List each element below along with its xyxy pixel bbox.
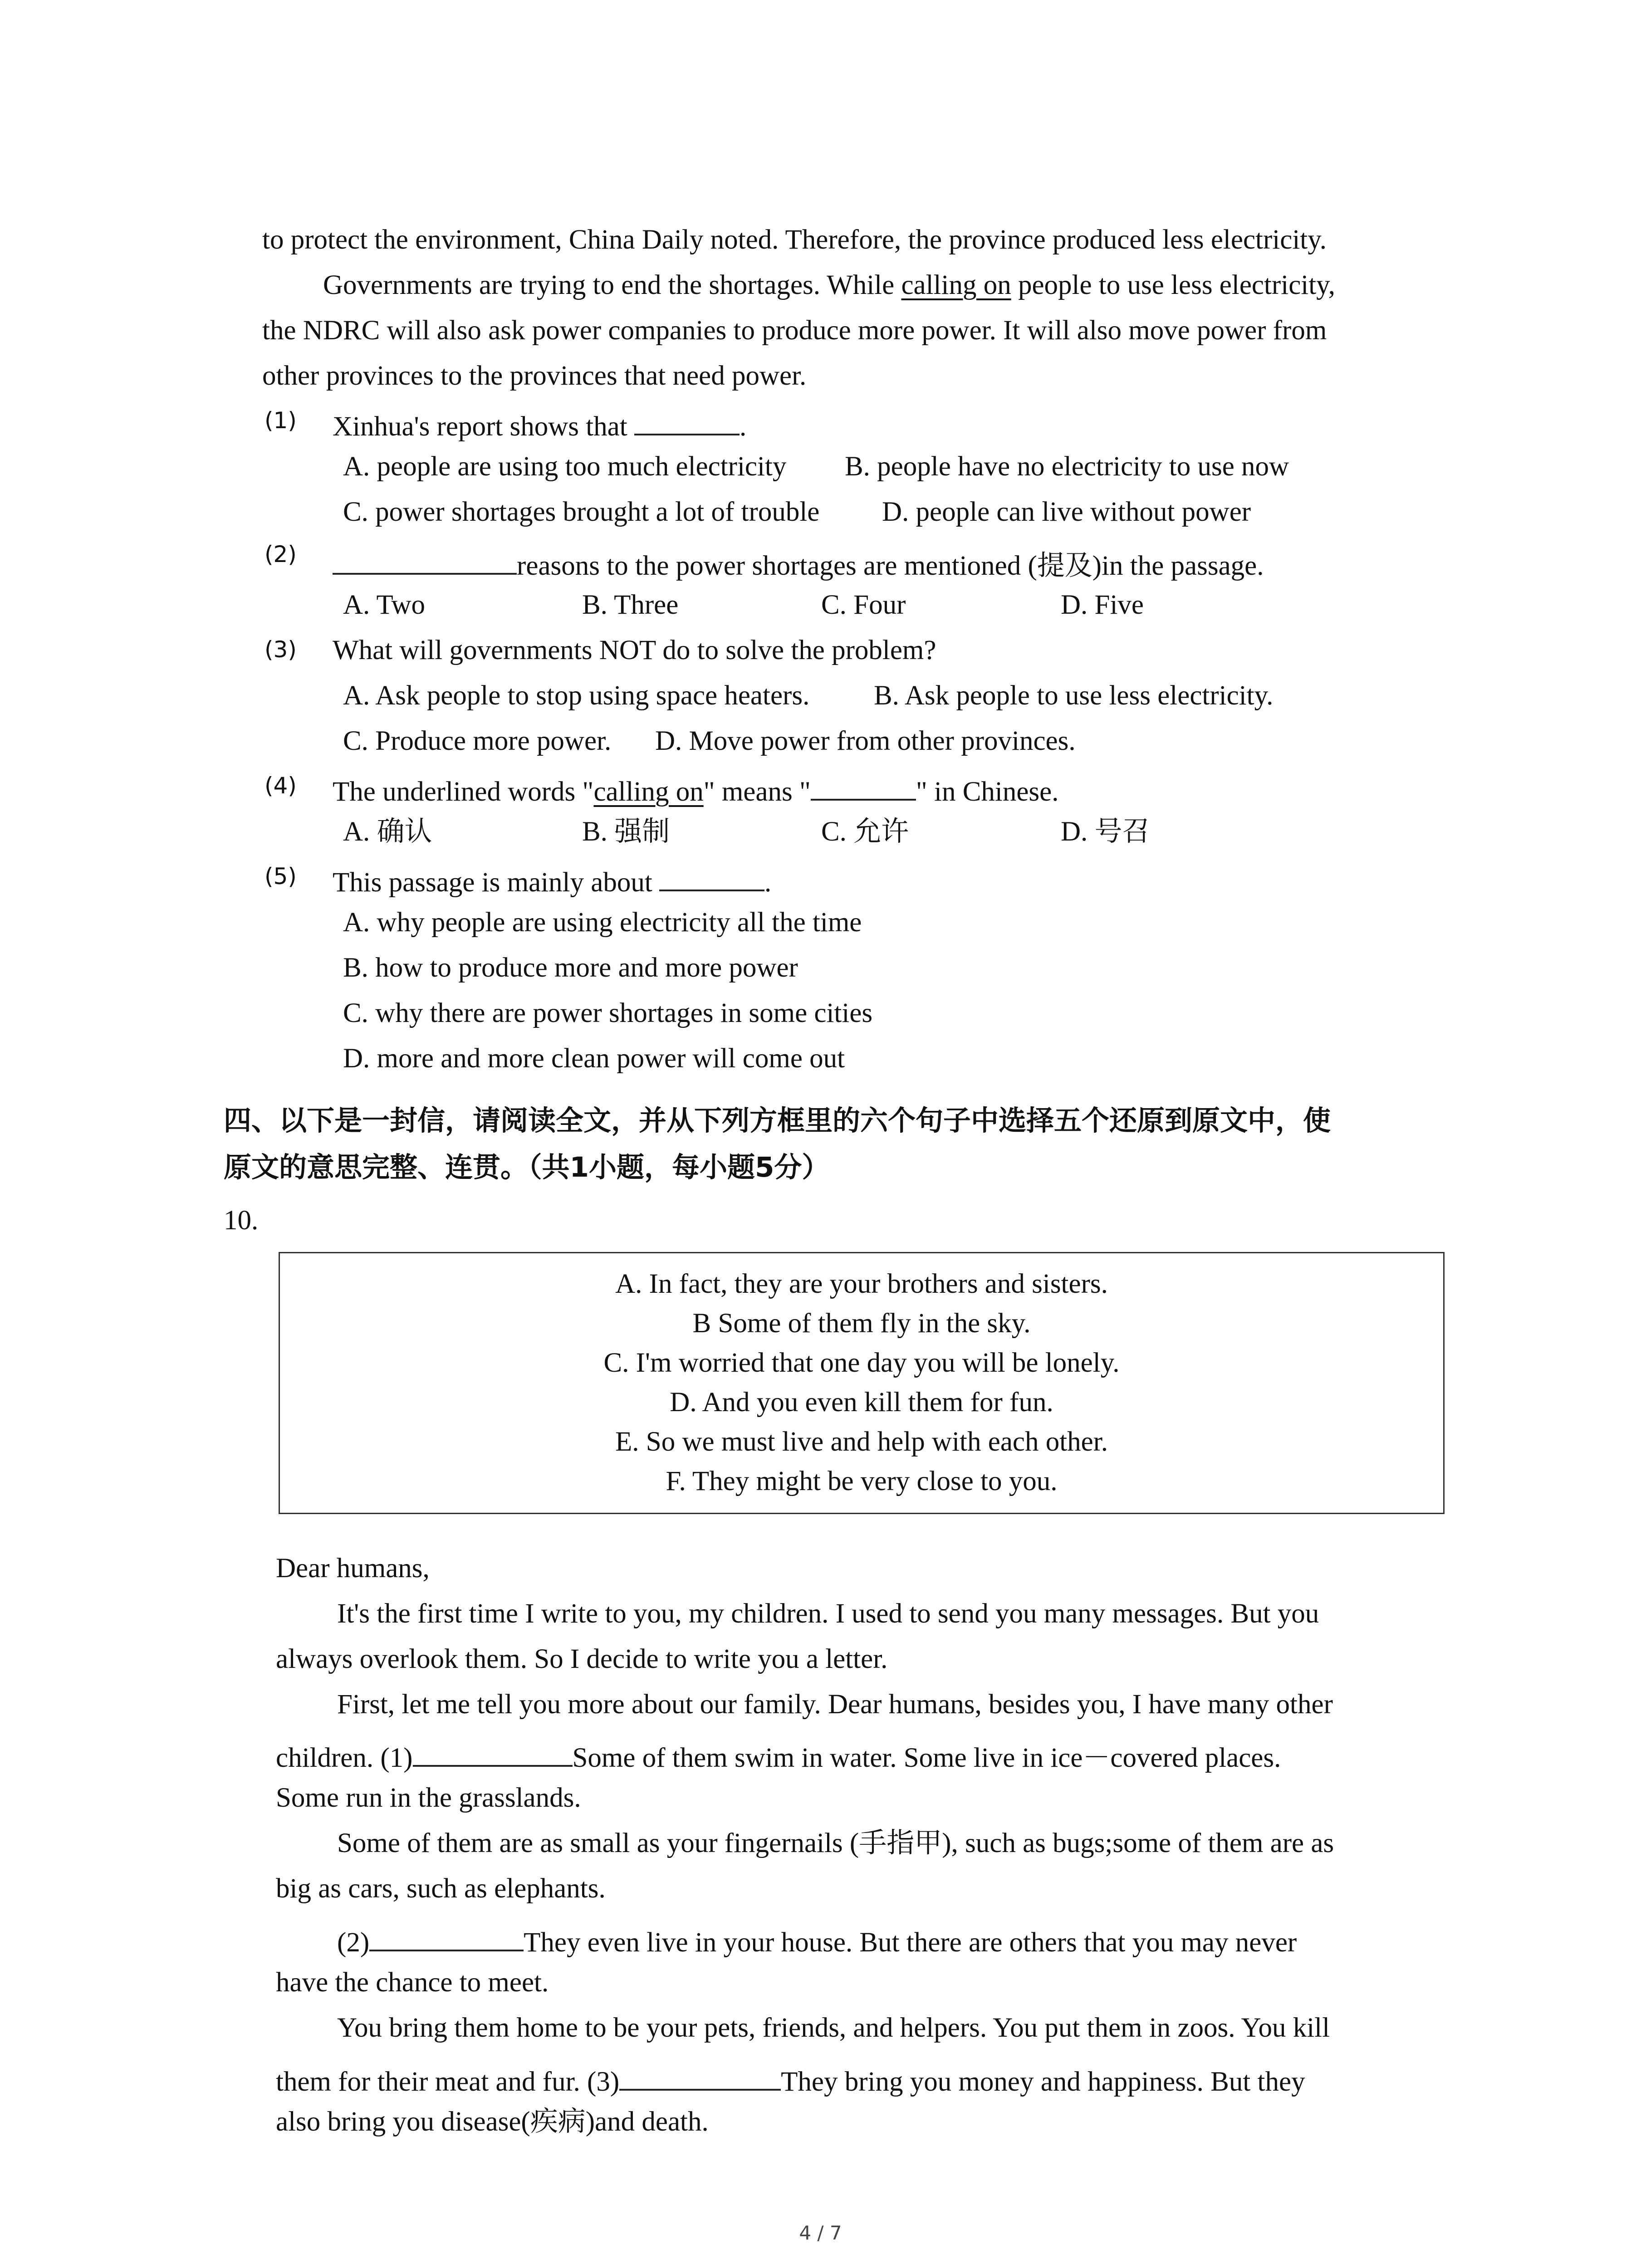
letter-line: Some of them are as small as your fingernails (手指甲), such as bugs;some of them are as <box>337 1828 1334 1858</box>
question-number: (2) <box>265 541 297 567</box>
answer-blank <box>634 407 740 435</box>
answer-blank <box>369 1923 524 1951</box>
question-stem <box>333 772 1058 806</box>
options-box <box>279 1252 1445 1514</box>
box-option: B Some of them fly in the sky. <box>692 1308 1031 1339</box>
option-c: C. Produce more power. <box>343 726 612 756</box>
text: This passage is mainly about <box>333 867 660 898</box>
option-d: D. 号召 <box>1061 816 1150 847</box>
option-b: B. 强制 <box>582 816 670 847</box>
question-number: 10. <box>224 1205 259 1236</box>
option-b: B. people have no electricity to use now <box>845 451 1289 482</box>
text: . <box>739 411 747 442</box>
page-number: 4 / 7 <box>799 2222 842 2244</box>
text: They even live in your house. But there are others that you may never <box>524 1927 1297 1958</box>
text: " in Chinese. <box>916 777 1059 807</box>
question-stem <box>333 407 746 440</box>
option-c: C. why there are power shortages in some cities <box>343 998 873 1028</box>
letter-line: Some run in the grasslands. <box>276 1783 581 1813</box>
letter-line: also bring you disease(疾病)and death. <box>276 2107 709 2137</box>
option-d: D. Move power from other provinces. <box>655 726 1076 756</box>
question-stem: What will governments NOT do to solve the problem? <box>333 635 936 665</box>
text: Governments are trying to end the shortages. While <box>323 270 901 300</box>
text: " means " <box>703 777 811 807</box>
section-heading: 四、以下是一封信，请阅读全文，并从下列方框里的六个句子中选择五个还原到原文中，使 <box>224 1105 1331 1137</box>
question-number: (4) <box>265 772 297 799</box>
option-d: D. more and more clean power will come out <box>343 1043 845 1074</box>
answer-blank <box>659 863 764 891</box>
letter-line: have the chance to meet. <box>276 1967 549 1998</box>
letter-greeting: Dear humans, <box>276 1553 430 1584</box>
passage-line: to protect the environment, China Daily noted. Therefore, the province produced less electricity. <box>262 225 1327 255</box>
option-a: A. people are using too much electricity <box>343 451 787 482</box>
box-option: E. So we must live and help with each other. <box>615 1427 1108 1457</box>
answer-blank <box>811 772 916 801</box>
box-option: D. And you even kill them for fun. <box>670 1387 1053 1418</box>
option-c: C. power shortages brought a lot of trouble <box>343 497 820 527</box>
question-number: (1) <box>265 407 297 434</box>
question-number: (5) <box>265 863 297 890</box>
option-b: B. Three <box>582 590 679 620</box>
letter-line: It's the first time I write to you, my children. I used to send you many messages. But you <box>337 1598 1319 1629</box>
question-number: (3) <box>265 636 297 663</box>
option-c: C. Four <box>821 590 906 620</box>
letter-line: big as cars, such as elephants. <box>276 1873 606 1904</box>
option-d: D. people can live without power <box>882 497 1251 527</box>
text: (2) <box>337 1927 370 1958</box>
option-a: A. Ask people to stop using space heaters. <box>343 680 810 711</box>
box-option: A. In fact, they are your brothers and sisters. <box>615 1269 1108 1299</box>
option-b: B. Ask people to use less electricity. <box>874 680 1274 711</box>
question-stem <box>333 547 1264 580</box>
option-d: D. Five <box>1061 590 1144 620</box>
answer-blank <box>413 1739 573 1767</box>
letter-line <box>276 2063 1305 2096</box>
section-heading: 原文的意思完整、连贯。（共1小题，每小题5分） <box>224 1151 830 1183</box>
box-option: F. They might be very close to you. <box>666 1466 1058 1496</box>
letter-line <box>276 1739 1281 1772</box>
option-b: B. how to produce more and more power <box>343 953 798 983</box>
passage-line: other provinces to the provinces that need power. <box>262 361 807 391</box>
box-option: C. I'm worried that one day you will be lonely. <box>603 1348 1120 1378</box>
letter-line: You bring them home to be your pets, friends, and helpers. You put them in zoos. You kill <box>337 2013 1330 2043</box>
question-stem <box>333 863 771 896</box>
option-a: A. why people are using electricity all the time <box>343 907 862 938</box>
text: They bring you money and happiness. But they <box>781 2067 1305 2097</box>
letter-line: always overlook them. So I decide to write you a letter. <box>276 1644 888 1674</box>
letter-line <box>337 1923 1297 1956</box>
passage-line: the NDRC will also ask power companies to produce more power. It will also move power from <box>262 315 1327 346</box>
passage-line <box>323 271 1335 299</box>
text: The underlined words " <box>333 777 594 807</box>
option-c: C. 允许 <box>821 816 909 847</box>
text: Some of them swim in water. Some live in ice－covered places. <box>572 1743 1281 1773</box>
text: them for their meat and fur. (3) <box>276 2067 620 2097</box>
option-a: A. Two <box>343 590 426 620</box>
text: . <box>764 867 772 898</box>
text: people to use less electricity, <box>1011 270 1335 300</box>
text: Xinhua's report shows that <box>333 411 634 442</box>
text: reasons to the power shortages are mentioned (提及)in the passage. <box>517 551 1264 581</box>
text: children. (1) <box>276 1743 413 1773</box>
underlined-phrase: calling on <box>593 777 704 807</box>
answer-blank <box>333 547 517 575</box>
answer-blank <box>619 2063 781 2091</box>
underlined-phrase: calling on <box>901 270 1011 300</box>
letter-line: First, let me tell you more about our family. Dear humans, besides you, I have many other <box>337 1689 1333 1720</box>
option-a: A. 确认 <box>343 816 432 847</box>
